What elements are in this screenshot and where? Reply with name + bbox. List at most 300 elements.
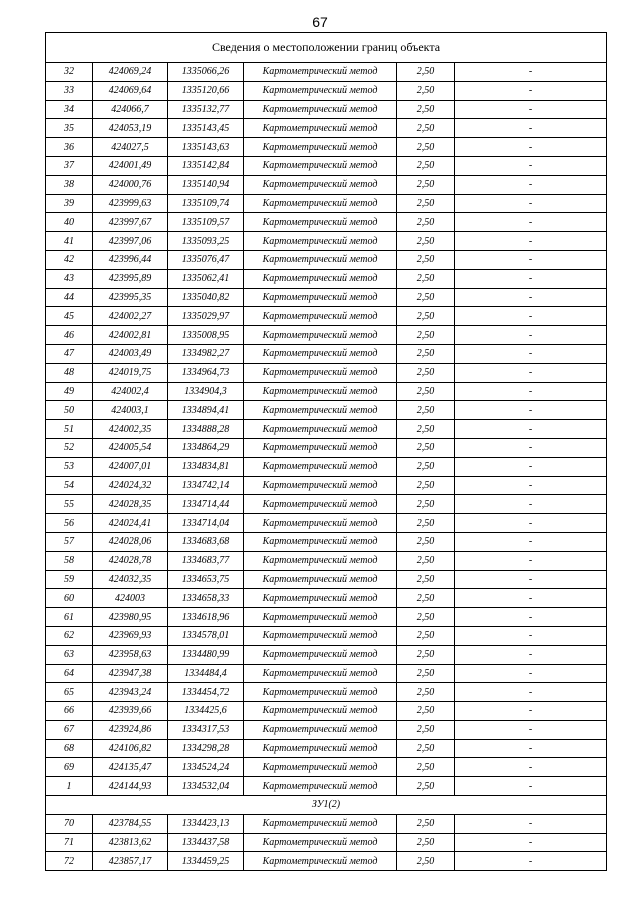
coord-x-cell: 423813,62	[93, 833, 168, 852]
point-number-cell: 48	[46, 363, 93, 382]
coord-x-cell: 424002,27	[93, 307, 168, 326]
coord-x-cell: 424002,35	[93, 420, 168, 439]
accuracy-cell: 2,50	[397, 438, 455, 457]
accuracy-cell: 2,50	[397, 495, 455, 514]
point-number-cell: 49	[46, 382, 93, 401]
table-row	[46, 514, 607, 533]
point-number-cell: 60	[46, 589, 93, 608]
note-cell: -	[455, 570, 607, 589]
table-row	[46, 570, 607, 589]
coord-y-cell: 1334423,13	[168, 814, 244, 833]
coord-x-cell: 423980,95	[93, 608, 168, 627]
note-cell: -	[455, 833, 607, 852]
note-cell: -	[455, 138, 607, 157]
method-cell: Картометрический метод	[244, 457, 397, 476]
point-number-cell: 67	[46, 720, 93, 739]
method-cell: Картометрический метод	[244, 175, 397, 194]
coord-x-cell: 424003,1	[93, 401, 168, 420]
table-row	[46, 626, 607, 645]
method-cell: Картометрический метод	[244, 608, 397, 627]
page-number: 67	[312, 14, 328, 30]
method-cell: Картометрический метод	[244, 250, 397, 269]
table-row	[46, 814, 607, 833]
note-cell: -	[455, 476, 607, 495]
accuracy-cell: 2,50	[397, 213, 455, 232]
accuracy-cell: 2,50	[397, 100, 455, 119]
point-number-cell: 51	[46, 420, 93, 439]
accuracy-cell: 2,50	[397, 626, 455, 645]
coord-y-cell: 1334683,77	[168, 551, 244, 570]
coord-x-cell: 423997,06	[93, 232, 168, 251]
point-number-cell: 50	[46, 401, 93, 420]
accuracy-cell: 2,50	[397, 739, 455, 758]
table-title-row	[46, 33, 607, 63]
note-cell: -	[455, 683, 607, 702]
coord-x-cell: 424144,93	[93, 777, 168, 796]
accuracy-cell: 2,50	[397, 476, 455, 495]
table-row	[46, 833, 607, 852]
table-row	[46, 852, 607, 871]
coord-y-cell: 1334480,99	[168, 645, 244, 664]
method-cell: Картометрический метод	[244, 495, 397, 514]
accuracy-cell: 2,50	[397, 307, 455, 326]
method-cell: Картометрический метод	[244, 100, 397, 119]
coord-x-cell: 423947,38	[93, 664, 168, 683]
method-cell: Картометрический метод	[244, 702, 397, 721]
note-cell: -	[455, 420, 607, 439]
coord-x-cell: 423997,67	[93, 213, 168, 232]
note-cell: -	[455, 344, 607, 363]
note-cell: -	[455, 814, 607, 833]
coord-y-cell: 1334964,73	[168, 363, 244, 382]
coord-x-cell: 423784,55	[93, 814, 168, 833]
method-cell: Картометрический метод	[244, 758, 397, 777]
accuracy-cell: 2,50	[397, 608, 455, 627]
point-number-cell: 72	[46, 852, 93, 871]
method-cell: Картометрический метод	[244, 720, 397, 739]
coord-x-cell: 423857,17	[93, 852, 168, 871]
accuracy-cell: 2,50	[397, 81, 455, 100]
table-row	[46, 382, 607, 401]
note-cell: -	[455, 664, 607, 683]
point-number-cell: 47	[46, 344, 93, 363]
coord-x-cell: 424007,01	[93, 457, 168, 476]
method-cell: Картометрический метод	[244, 269, 397, 288]
accuracy-cell: 2,50	[397, 63, 455, 82]
point-number-cell: 42	[46, 250, 93, 269]
accuracy-cell: 2,50	[397, 363, 455, 382]
note-cell: -	[455, 457, 607, 476]
note-cell: -	[455, 119, 607, 138]
note-cell: -	[455, 551, 607, 570]
table-row	[46, 758, 607, 777]
coord-y-cell: 1334425,6	[168, 702, 244, 721]
table-row	[46, 589, 607, 608]
coord-y-cell: 1334317,53	[168, 720, 244, 739]
coord-y-cell: 1335120,66	[168, 81, 244, 100]
table-row	[46, 232, 607, 251]
coord-y-cell: 1335109,74	[168, 194, 244, 213]
point-number-cell: 52	[46, 438, 93, 457]
table-row	[46, 495, 607, 514]
method-cell: Картометрический метод	[244, 326, 397, 345]
point-number-cell: 44	[46, 288, 93, 307]
accuracy-cell: 2,50	[397, 156, 455, 175]
note-cell: -	[455, 326, 607, 345]
method-cell: Картометрический метод	[244, 589, 397, 608]
point-number-cell: 45	[46, 307, 93, 326]
accuracy-cell: 2,50	[397, 852, 455, 871]
note-cell: -	[455, 250, 607, 269]
point-number-cell: 63	[46, 645, 93, 664]
table-row	[46, 438, 607, 457]
note-cell: -	[455, 232, 607, 251]
method-cell: Картометрический метод	[244, 81, 397, 100]
coord-y-cell: 1334888,28	[168, 420, 244, 439]
method-cell: Картометрический метод	[244, 626, 397, 645]
table-row	[46, 269, 607, 288]
note-cell: -	[455, 589, 607, 608]
method-cell: Картометрический метод	[244, 119, 397, 138]
coord-x-cell: 424135,47	[93, 758, 168, 777]
accuracy-cell: 2,50	[397, 119, 455, 138]
accuracy-cell: 2,50	[397, 514, 455, 533]
boundary-coordinates-table	[45, 32, 607, 871]
accuracy-cell: 2,50	[397, 833, 455, 852]
table-row	[46, 420, 607, 439]
table-row	[46, 344, 607, 363]
coord-x-cell: 423996,44	[93, 250, 168, 269]
coord-x-cell: 424000,76	[93, 175, 168, 194]
accuracy-cell: 2,50	[397, 589, 455, 608]
point-number-cell: 54	[46, 476, 93, 495]
note-cell: -	[455, 382, 607, 401]
accuracy-cell: 2,50	[397, 288, 455, 307]
point-number-cell: 70	[46, 814, 93, 833]
accuracy-cell: 2,50	[397, 401, 455, 420]
coord-x-cell: 423995,35	[93, 288, 168, 307]
point-number-cell: 34	[46, 100, 93, 119]
coord-y-cell: 1334454,72	[168, 683, 244, 702]
accuracy-cell: 2,50	[397, 532, 455, 551]
point-number-cell: 58	[46, 551, 93, 570]
table-row	[46, 401, 607, 420]
accuracy-cell: 2,50	[397, 175, 455, 194]
note-cell: -	[455, 720, 607, 739]
note-cell: -	[455, 626, 607, 645]
table-row	[46, 250, 607, 269]
point-number-cell: 33	[46, 81, 93, 100]
coord-x-cell: 424106,82	[93, 739, 168, 758]
coord-y-cell: 1335109,57	[168, 213, 244, 232]
accuracy-cell: 2,50	[397, 720, 455, 739]
method-cell: Картометрический метод	[244, 814, 397, 833]
table-row	[46, 194, 607, 213]
note-cell: -	[455, 645, 607, 664]
point-number-cell: 68	[46, 739, 93, 758]
note-cell: -	[455, 758, 607, 777]
coord-x-cell: 423999,63	[93, 194, 168, 213]
coord-x-cell: 424069,64	[93, 81, 168, 100]
method-cell: Картометрический метод	[244, 739, 397, 758]
coord-x-cell: 424003,49	[93, 344, 168, 363]
method-cell: Картометрический метод	[244, 532, 397, 551]
point-number-cell: 38	[46, 175, 93, 194]
table-row	[46, 138, 607, 157]
table-row	[46, 476, 607, 495]
table-row	[46, 777, 607, 796]
point-number-cell: 62	[46, 626, 93, 645]
coord-y-cell: 1335076,47	[168, 250, 244, 269]
note-cell: -	[455, 438, 607, 457]
coord-x-cell: 424003	[93, 589, 168, 608]
coord-x-cell: 423939,66	[93, 702, 168, 721]
coord-y-cell: 1335093,25	[168, 232, 244, 251]
method-cell: Картометрический метод	[244, 438, 397, 457]
point-number-cell: 39	[46, 194, 93, 213]
method-cell: Картометрический метод	[244, 194, 397, 213]
note-cell: -	[455, 514, 607, 533]
point-number-cell: 71	[46, 833, 93, 852]
table-row	[46, 363, 607, 382]
point-number-cell: 32	[46, 63, 93, 82]
table-row	[46, 645, 607, 664]
method-cell: Картометрический метод	[244, 852, 397, 871]
coord-y-cell: 1334298,28	[168, 739, 244, 758]
coord-x-cell: 424069,24	[93, 63, 168, 82]
point-number-cell: 37	[46, 156, 93, 175]
method-cell: Картометрический метод	[244, 213, 397, 232]
table-row	[46, 326, 607, 345]
table-row	[46, 720, 607, 739]
coord-y-cell: 1335143,63	[168, 138, 244, 157]
table-row	[46, 664, 607, 683]
coord-x-cell: 423943,24	[93, 683, 168, 702]
coord-y-cell: 1335066,26	[168, 63, 244, 82]
method-cell: Картометрический метод	[244, 307, 397, 326]
accuracy-cell: 2,50	[397, 326, 455, 345]
point-number-cell: 66	[46, 702, 93, 721]
table-row	[46, 683, 607, 702]
coord-x-cell: 424024,32	[93, 476, 168, 495]
method-cell: Картометрический метод	[244, 344, 397, 363]
coord-y-cell: 1334437,58	[168, 833, 244, 852]
accuracy-cell: 2,50	[397, 344, 455, 363]
method-cell: Картометрический метод	[244, 551, 397, 570]
method-cell: Картометрический метод	[244, 138, 397, 157]
method-cell: Картометрический метод	[244, 288, 397, 307]
point-number-cell: 59	[46, 570, 93, 589]
coord-x-cell: 423958,63	[93, 645, 168, 664]
method-cell: Картометрический метод	[244, 683, 397, 702]
point-number-cell: 43	[46, 269, 93, 288]
table-row	[46, 213, 607, 232]
method-cell: Картометрический метод	[244, 401, 397, 420]
note-cell: -	[455, 63, 607, 82]
coord-x-cell: 424005,54	[93, 438, 168, 457]
note-cell: -	[455, 401, 607, 420]
table-row	[46, 702, 607, 721]
point-number-cell: 64	[46, 664, 93, 683]
coord-x-cell: 424024,41	[93, 514, 168, 533]
table-row	[46, 457, 607, 476]
coord-y-cell: 1335029,97	[168, 307, 244, 326]
accuracy-cell: 2,50	[397, 551, 455, 570]
coord-x-cell: 424028,78	[93, 551, 168, 570]
method-cell: Картометрический метод	[244, 570, 397, 589]
accuracy-cell: 2,50	[397, 194, 455, 213]
note-cell: -	[455, 777, 607, 796]
coord-y-cell: 1334742,14	[168, 476, 244, 495]
method-cell: Картометрический метод	[244, 664, 397, 683]
coord-y-cell: 1334894,41	[168, 401, 244, 420]
point-number-cell: 40	[46, 213, 93, 232]
accuracy-cell: 2,50	[397, 232, 455, 251]
coord-x-cell: 424019,75	[93, 363, 168, 382]
coord-y-cell: 1334484,4	[168, 664, 244, 683]
note-cell: -	[455, 739, 607, 758]
note-cell: -	[455, 81, 607, 100]
note-cell: -	[455, 363, 607, 382]
coord-y-cell: 1334834,81	[168, 457, 244, 476]
accuracy-cell: 2,50	[397, 758, 455, 777]
accuracy-cell: 2,50	[397, 250, 455, 269]
coord-y-cell: 1334864,29	[168, 438, 244, 457]
coord-y-cell: 1334683,68	[168, 532, 244, 551]
table-row	[46, 100, 607, 119]
coord-x-cell: 424032,35	[93, 570, 168, 589]
accuracy-cell: 2,50	[397, 645, 455, 664]
note-cell: -	[455, 288, 607, 307]
section-label: ЗУ1(2)	[46, 796, 607, 815]
coord-x-cell: 423995,89	[93, 269, 168, 288]
point-number-cell: 53	[46, 457, 93, 476]
table-row	[46, 307, 607, 326]
coord-y-cell: 1334618,96	[168, 608, 244, 627]
table-body	[46, 33, 607, 871]
point-number-cell: 1	[46, 777, 93, 796]
method-cell: Картометрический метод	[244, 363, 397, 382]
method-cell: Картометрический метод	[244, 63, 397, 82]
method-cell: Картометрический метод	[244, 420, 397, 439]
method-cell: Картометрический метод	[244, 232, 397, 251]
method-cell: Картометрический метод	[244, 156, 397, 175]
method-cell: Картометрический метод	[244, 476, 397, 495]
point-number-cell: 55	[46, 495, 93, 514]
accuracy-cell: 2,50	[397, 457, 455, 476]
method-cell: Картометрический метод	[244, 382, 397, 401]
accuracy-cell: 2,50	[397, 420, 455, 439]
accuracy-cell: 2,50	[397, 570, 455, 589]
accuracy-cell: 2,50	[397, 683, 455, 702]
point-number-cell: 69	[46, 758, 93, 777]
note-cell: -	[455, 608, 607, 627]
coord-y-cell: 1335143,45	[168, 119, 244, 138]
coord-y-cell: 1335142,84	[168, 156, 244, 175]
accuracy-cell: 2,50	[397, 814, 455, 833]
accuracy-cell: 2,50	[397, 382, 455, 401]
coord-y-cell: 1334714,04	[168, 514, 244, 533]
coord-x-cell: 424027,5	[93, 138, 168, 157]
point-number-cell: 41	[46, 232, 93, 251]
accuracy-cell: 2,50	[397, 777, 455, 796]
coord-y-cell: 1334904,3	[168, 382, 244, 401]
note-cell: -	[455, 702, 607, 721]
accuracy-cell: 2,50	[397, 269, 455, 288]
point-number-cell: 65	[46, 683, 93, 702]
coord-y-cell: 1335062,41	[168, 269, 244, 288]
coord-x-cell: 423924,86	[93, 720, 168, 739]
coord-y-cell: 1334524,24	[168, 758, 244, 777]
note-cell: -	[455, 532, 607, 551]
note-cell: -	[455, 495, 607, 514]
coord-x-cell: 424066,7	[93, 100, 168, 119]
table-row	[46, 175, 607, 194]
point-number-cell: 57	[46, 532, 93, 551]
note-cell: -	[455, 852, 607, 871]
accuracy-cell: 2,50	[397, 138, 455, 157]
coord-y-cell: 1335132,77	[168, 100, 244, 119]
coord-x-cell: 424001,49	[93, 156, 168, 175]
table-row	[46, 532, 607, 551]
accuracy-cell: 2,50	[397, 664, 455, 683]
method-cell: Картометрический метод	[244, 777, 397, 796]
note-cell: -	[455, 213, 607, 232]
coord-x-cell: 424053,19	[93, 119, 168, 138]
note-cell: -	[455, 194, 607, 213]
coord-x-cell: 424002,81	[93, 326, 168, 345]
note-cell: -	[455, 100, 607, 119]
note-cell: -	[455, 156, 607, 175]
point-number-cell: 61	[46, 608, 93, 627]
table-row	[46, 608, 607, 627]
section-row	[46, 796, 607, 815]
coord-y-cell: 1334532,04	[168, 777, 244, 796]
coord-x-cell: 424028,35	[93, 495, 168, 514]
coord-y-cell: 1334578,01	[168, 626, 244, 645]
point-number-cell: 46	[46, 326, 93, 345]
coord-y-cell: 1334459,25	[168, 852, 244, 871]
coord-y-cell: 1335140,94	[168, 175, 244, 194]
coord-y-cell: 1334653,75	[168, 570, 244, 589]
point-number-cell: 36	[46, 138, 93, 157]
method-cell: Картометрический метод	[244, 645, 397, 664]
point-number-cell: 35	[46, 119, 93, 138]
coord-y-cell: 1334658,33	[168, 589, 244, 608]
accuracy-cell: 2,50	[397, 702, 455, 721]
note-cell: -	[455, 307, 607, 326]
table-row	[46, 119, 607, 138]
coord-x-cell: 424028,06	[93, 532, 168, 551]
coord-y-cell: 1334714,44	[168, 495, 244, 514]
method-cell: Картометрический метод	[244, 833, 397, 852]
coord-x-cell: 423969,93	[93, 626, 168, 645]
method-cell: Картометрический метод	[244, 514, 397, 533]
table-row	[46, 63, 607, 82]
coord-y-cell: 1335040,82	[168, 288, 244, 307]
table-row	[46, 739, 607, 758]
table-row	[46, 81, 607, 100]
table-title: Сведения о местоположении границ объекта	[46, 33, 607, 63]
note-cell: -	[455, 175, 607, 194]
table-row	[46, 288, 607, 307]
coord-y-cell: 1335008,95	[168, 326, 244, 345]
table-row	[46, 551, 607, 570]
note-cell: -	[455, 269, 607, 288]
table-row	[46, 156, 607, 175]
coord-y-cell: 1334982,27	[168, 344, 244, 363]
coord-x-cell: 424002,4	[93, 382, 168, 401]
